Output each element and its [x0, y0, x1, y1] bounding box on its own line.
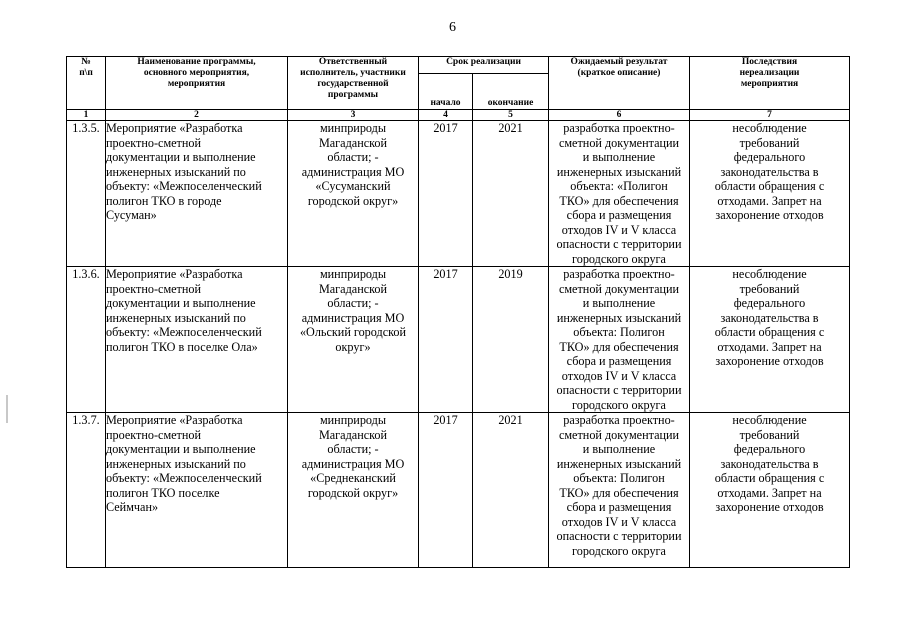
row-executor: минприроды Магаданской области; - администрация МО «Среднеканский городской округ» — [288, 413, 419, 568]
header-num: № п\п — [67, 57, 106, 110]
column-number-row — [67, 110, 850, 121]
header-row-top — [67, 57, 850, 74]
row-number: 1.3.5. — [67, 121, 106, 267]
header-end: окончание — [473, 74, 549, 110]
column-number: 4 — [419, 110, 473, 121]
column-number: 5 — [473, 110, 549, 121]
row-start-year: 2017 — [419, 121, 473, 267]
header-result: Ожидаемый результат (краткое описание) — [549, 57, 690, 110]
header-executor: Ответственный исполнитель, участники государственной программы — [288, 57, 419, 110]
row-consequences: несоблюдение требований федерального законодательства в области обращения с отходами. Запрет на захоронение отходов — [690, 413, 850, 568]
row-number: 1.3.7. — [67, 413, 106, 568]
column-number: 1 — [67, 110, 106, 121]
table-row — [67, 267, 850, 413]
row-activity-name: Мероприятие «Разработка проектно-сметной документации и выполнение инженерных изысканий по объекту: «Межпоселенческий полигон ТКО в городе Сусуман» — [106, 121, 288, 267]
table-row — [67, 121, 850, 267]
row-expected-result: разработка проектно- сметной документации и выполнение инженерных изысканий объекта: «Полигон ТКО» для обеспечения сбора и размещения отходов IV и V класса опасности с территории городского округа — [549, 121, 690, 267]
row-consequences: несоблюдение требований федерального законодательства в области обращения с отходами. Запрет на захоронение отходов — [690, 267, 850, 413]
row-start-year: 2017 — [419, 267, 473, 413]
header-period: Срок реализации — [419, 57, 549, 74]
column-number: 3 — [288, 110, 419, 121]
header-start: начало — [419, 74, 473, 110]
program-activities-table — [66, 56, 850, 568]
row-number: 1.3.6. — [67, 267, 106, 413]
row-executor: минприроды Магаданской области; - администрация МО «Ольский городской округ» — [288, 267, 419, 413]
row-expected-result: разработка проектно- сметной документации и выполнение инженерных изысканий объекта: Полигон ТКО» для обеспечения сбора и размещения отходов IV и V класса опасности с территории городского округа — [549, 413, 690, 568]
column-number: 6 — [549, 110, 690, 121]
row-activity-name: Мероприятие «Разработка проектно-сметной документации и выполнение инженерных изысканий по объекту: «Межпоселенческий полигон ТКО поселке Сеймчан» — [106, 413, 288, 568]
page-number: 6 — [449, 20, 456, 35]
row-end-year: 2021 — [473, 413, 549, 568]
column-number: 7 — [690, 110, 850, 121]
row-executor: минприроды Магаданской области; - администрация МО «Сусуманский городской округ» — [288, 121, 419, 267]
row-end-year: 2019 — [473, 267, 549, 413]
scan-margin-mark — [6, 395, 8, 423]
header-consequences: Последствия нереализации мероприятия — [690, 57, 850, 110]
header-name: Наименование программы, основного мероприятия, мероприятия — [106, 57, 288, 110]
row-consequences: несоблюдение требований федерального законодательства в области обращения с отходами. Запрет на захоронение отходов — [690, 121, 850, 267]
row-activity-name: Мероприятие «Разработка проектно-сметной документации и выполнение инженерных изысканий по объекту: «Межпоселенческий полигон ТКО в поселке Ола» — [106, 267, 288, 413]
row-expected-result: разработка проектно- сметной документации и выполнение инженерных изысканий объекта: Полигон ТКО» для обеспечения сбора и размещения отходов IV и V класса опасности с территории городского округа — [549, 267, 690, 413]
column-number: 2 — [106, 110, 288, 121]
row-end-year: 2021 — [473, 121, 549, 267]
table-row — [67, 413, 850, 568]
row-start-year: 2017 — [419, 413, 473, 568]
